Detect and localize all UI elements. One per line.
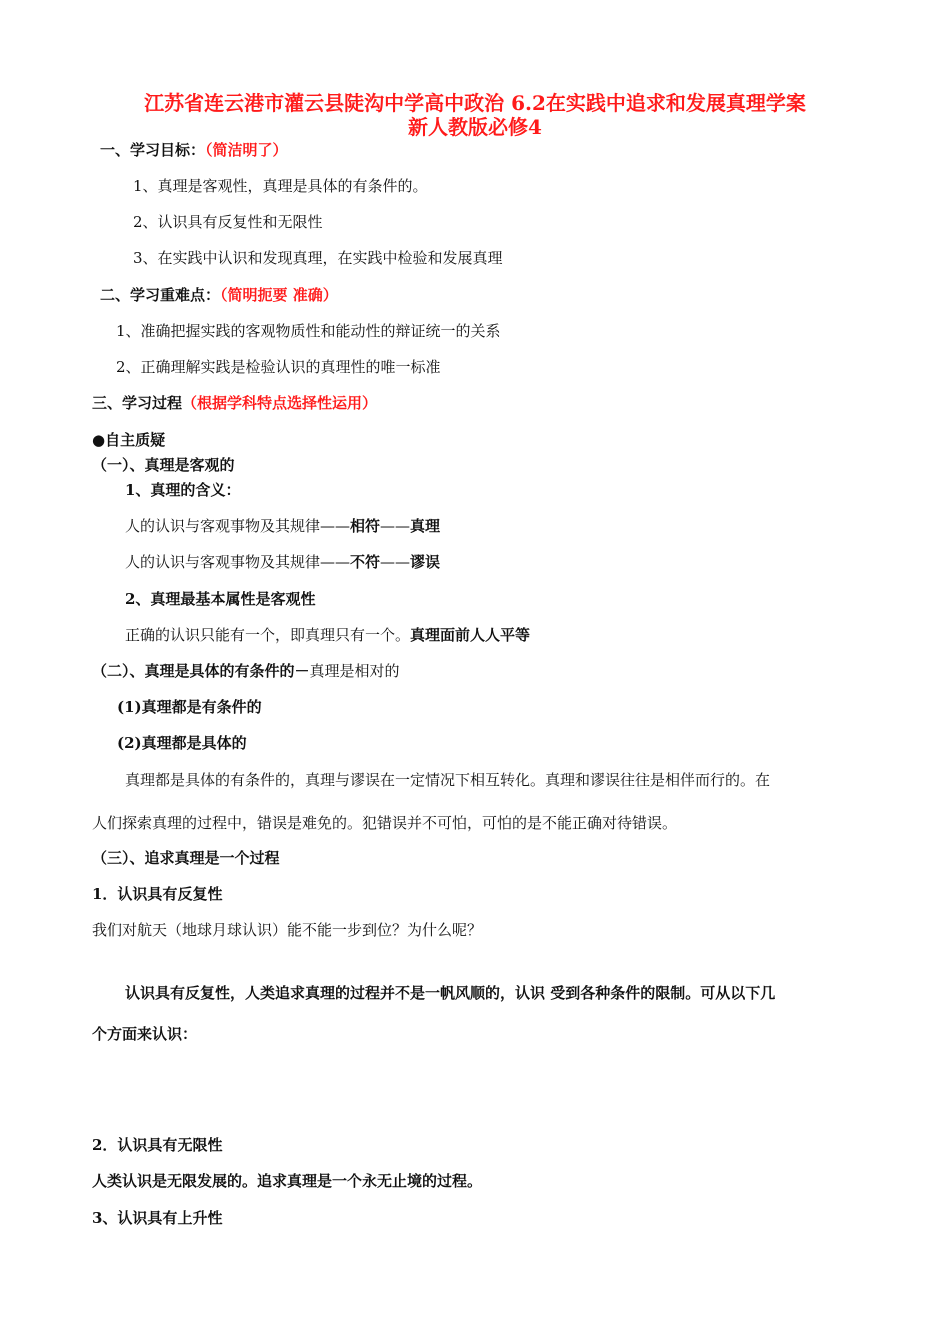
definition-result: 谬误 bbox=[410, 553, 441, 571]
section-heading: 三、学习过程 bbox=[92, 394, 183, 412]
part3-paragraph-line2: 个方面来认识： bbox=[92, 1025, 198, 1043]
part2-paragraph-line2: 人们探索真理的过程中，错误是难免的。犯错误并不可怕，可怕的是不能正确对待错误。 bbox=[92, 814, 678, 832]
document-title-line2: 新人教版必修4 bbox=[408, 115, 542, 139]
part3-sub1: 1．认识具有反复性 bbox=[92, 885, 223, 903]
fallacy-definition-line bbox=[125, 552, 440, 572]
part1-paragraph bbox=[125, 625, 530, 645]
goal-item-3: 3、在实践中认识和发现真理，在实践中检验和发展真理 bbox=[133, 249, 503, 267]
key-point-item-1: 1、准确把握实践的客观物质性和能动性的辩证统一的关系 bbox=[116, 322, 501, 340]
truth-definition-line bbox=[125, 516, 440, 536]
definition-prefix: 人的认识与客观事物及其规律—— bbox=[125, 517, 351, 535]
section-heading: 二、学习重难点： bbox=[100, 286, 221, 304]
definition-match: 相符 bbox=[350, 517, 381, 535]
heading-normal: 真理是相对的 bbox=[309, 662, 400, 680]
part2-heading bbox=[92, 661, 400, 681]
section-learning-process bbox=[92, 393, 377, 413]
document-title-line1: 江苏省连云港市灌云县陡沟中学高中政治 6.2在实践中追求和发展真理学案 bbox=[144, 91, 806, 115]
section-note: （简洁明了） bbox=[205, 141, 288, 159]
part1-heading: （一）、真理是客观的 bbox=[92, 456, 235, 474]
paragraph-emphasis: 真理面前人人平等 bbox=[410, 626, 531, 644]
part3-sub3: 3、认识具有上升性 bbox=[92, 1209, 223, 1227]
part1-sub1: 1、真理的含义： bbox=[125, 481, 241, 499]
section-key-points bbox=[100, 285, 338, 305]
definition-match: 不符 bbox=[350, 553, 381, 571]
definition-dash: —— bbox=[380, 517, 411, 535]
part3-paragraph-line1: 认识具有反复性，人类追求真理的过程并不是一帆风顺的，认识 受到各种条件的限制。可从以下几 bbox=[125, 984, 776, 1002]
heading-bold: （二）、真理是具体的有条件的－ bbox=[92, 662, 310, 680]
definition-result: 真理 bbox=[410, 517, 441, 535]
section-heading: 一、学习目标： bbox=[100, 141, 206, 159]
section-note: （简明扼要 准确） bbox=[220, 286, 338, 304]
definition-dash: —— bbox=[380, 553, 411, 571]
paragraph-text: 正确的认识只能有一个，即真理只有一个。 bbox=[125, 626, 411, 644]
part3-sub2-text: 人类认识是无限发展的。追求真理是一个永无止境的过程。 bbox=[92, 1172, 483, 1190]
part3-question: 我们对航天（地球月球认识）能不能一步到位？为什么呢？ bbox=[92, 921, 483, 939]
goal-item-2: 2、认识具有反复性和无限性 bbox=[133, 213, 323, 231]
key-point-item-2: 2、正确理解实践是检验认识的真理性的唯一标准 bbox=[116, 358, 441, 376]
part3-heading: （三）、追求真理是一个过程 bbox=[92, 849, 280, 867]
definition-prefix: 人的认识与客观事物及其规律—— bbox=[125, 553, 351, 571]
part2-sub2: (2)真理都是具体的 bbox=[117, 734, 247, 752]
part2-sub1: (1)真理都是有条件的 bbox=[117, 698, 262, 716]
section-note: （根据学科特点选择性运用） bbox=[182, 394, 378, 412]
part1-sub2: 2、真理最基本属性是客观性 bbox=[125, 590, 316, 608]
part3-sub2: 2．认识具有无限性 bbox=[92, 1136, 223, 1154]
self-study-heading: ●自主质疑 bbox=[92, 431, 166, 449]
section-learning-goals bbox=[100, 140, 288, 160]
goal-item-1: 1、真理是客观性，真理是具体的有条件的。 bbox=[133, 177, 428, 195]
part2-paragraph-line1: 真理都是具体的有条件的，真理与谬误在一定情况下相互转化。真理和谬误往往是相伴而行的。在 bbox=[125, 771, 771, 789]
